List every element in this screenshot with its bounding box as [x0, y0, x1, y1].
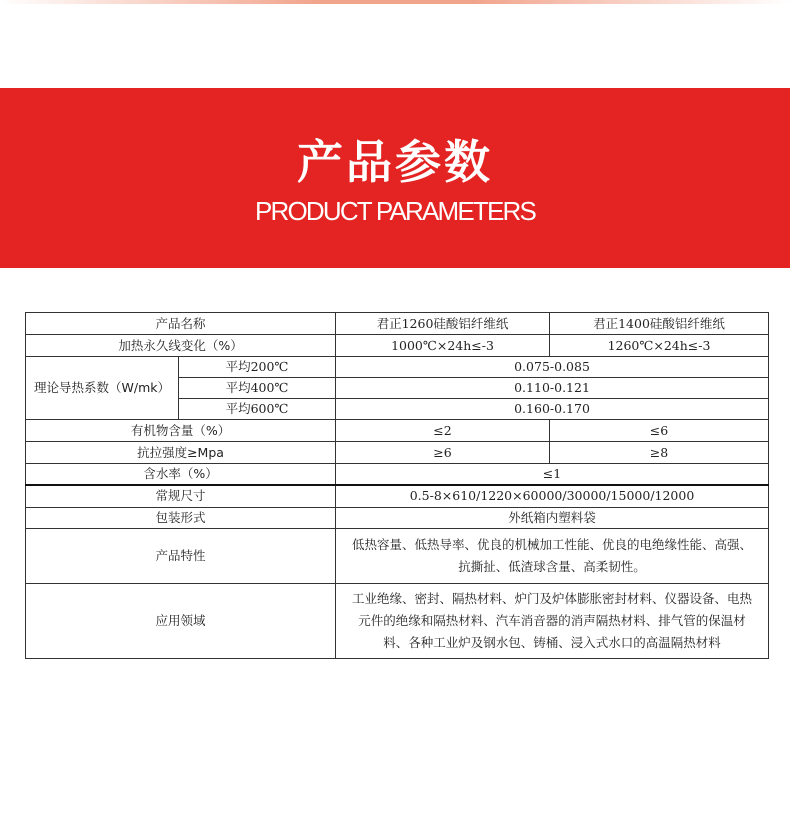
size-label: 常规尺寸	[26, 485, 336, 507]
table-row-packaging	[26, 507, 769, 528]
packaging-label: 包装形式	[26, 507, 336, 528]
moisture-value: ≤1	[336, 464, 769, 486]
thermal-value-200: 0.075-0.085	[336, 357, 769, 378]
product-name-label: 产品名称	[26, 313, 336, 335]
features-label: 产品特性	[26, 528, 336, 583]
linear-change-label: 加热永久线变化（%）	[26, 335, 336, 357]
thermal-temp-400: 平均400℃	[179, 378, 336, 399]
top-divider-line	[0, 0, 790, 4]
table-row-moisture	[26, 464, 769, 486]
page-subtitle: PRODUCT PARAMETERS	[254, 196, 536, 226]
size-value: 0.5-8×610/1220×60000/30000/15000/12000	[336, 485, 769, 507]
applications-value: 工业绝缘、密封、隔热材料、炉门及炉体膨胀密封材料、仪器设备、电热元件的绝缘和隔热材料、汽车消音器的消声隔热材料、排气管的保温材料、各种工业炉及钢水包、铸桶、浸入式水口的高温隔热材料	[336, 583, 769, 658]
thermal-value-400: 0.110-0.121	[336, 378, 769, 399]
tensile-strength-1260: ≥6	[336, 442, 550, 464]
table-row-linear-change	[26, 335, 769, 357]
applications-label: 应用领域	[26, 583, 336, 658]
header-banner	[0, 88, 790, 268]
thermal-temp-200: 平均200℃	[179, 357, 336, 378]
thermal-conductivity-label: 理论导热系数（W/mk）	[26, 357, 179, 420]
thermal-value-600: 0.160-0.170	[336, 399, 769, 420]
product-1260-name: 君正1260硅酸铝纤维纸	[336, 313, 550, 335]
table-row-header	[26, 313, 769, 335]
table-row-size	[26, 485, 769, 507]
linear-change-1400: 1260℃×24h≤-3	[550, 335, 769, 357]
table-row-features	[26, 528, 769, 583]
table-row-thermal-200	[26, 357, 769, 378]
tensile-strength-label: 抗拉强度≥Mpa	[26, 442, 336, 464]
table-row-organic	[26, 420, 769, 442]
features-value: 低热容量、低热导率、优良的机械加工性能、优良的电绝缘性能、高强、抗撕扯、低渣球含量、高柔韧性。	[336, 528, 769, 583]
moisture-label: 含水率（%）	[26, 464, 336, 486]
table-row-applications	[26, 583, 769, 658]
table-row-tensile	[26, 442, 769, 464]
linear-change-1260: 1000℃×24h≤-3	[336, 335, 550, 357]
tensile-strength-1400: ≥8	[550, 442, 769, 464]
product-parameters-table	[25, 312, 769, 659]
organic-content-1400: ≤6	[550, 420, 769, 442]
page-title: 产品参数	[297, 135, 493, 189]
thermal-temp-600: 平均600℃	[179, 399, 336, 420]
organic-content-label: 有机物含量（%）	[26, 420, 336, 442]
packaging-value: 外纸箱内塑料袋	[336, 507, 769, 528]
product-1400-name: 君正1400硅酸铝纤维纸	[550, 313, 769, 335]
organic-content-1260: ≤2	[336, 420, 550, 442]
